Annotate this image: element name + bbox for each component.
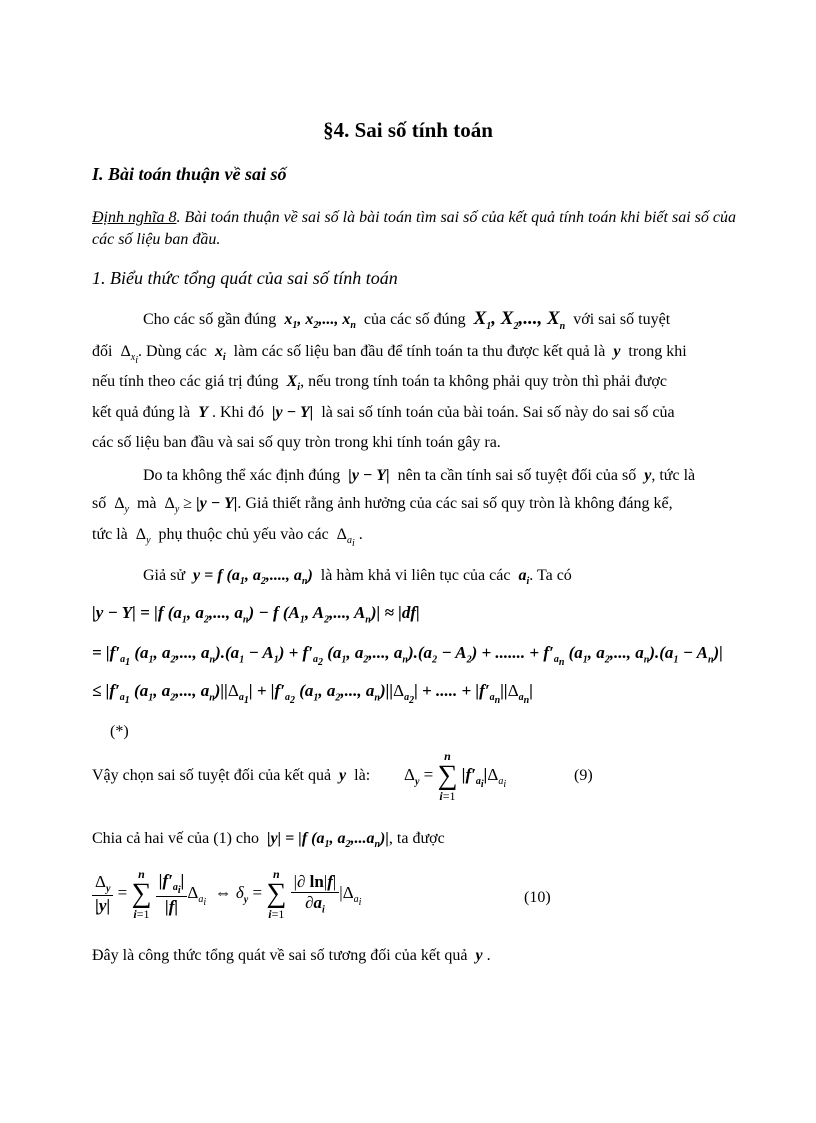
para2-line3: tức là $\Delta_y$ phụ thuộc chủ yếu vào các $\Delta_{a_i}$ . <box>92 526 363 550</box>
equation-line-3: ≤ $|f'_{a_1}$ ($a_1$, $a_2$,..., $a_n)||\Delta_{a_1}| + |f'_{a_2}$ ($a_1$, $a_2$,..., $a_n)||\Delta_{a_2}|$ + ..... + $|f'_{a_n}||\Delta_{a_n}|$ <box>92 681 533 707</box>
definition-paragraph <box>92 207 742 251</box>
para1-line4: kết quả đúng là Y . Khi đó |y − Y| là sai số tính toán của bài toán. Sai số này do sai số của <box>92 404 675 421</box>
equation-9-number: (9) <box>574 767 593 784</box>
definition-label: Định nghĩa 8 <box>92 209 177 226</box>
math-x-list: $x_1$, $x_2$,..., $x_n$ <box>284 311 356 332</box>
math-function-def: y = f ($a_1$, $a_2$,...., $a_n$) <box>193 567 313 588</box>
math-X-list: $X_1$, $X_2$,..., $X_n$ <box>473 308 566 332</box>
para1-line2: đối $\Delta_{x_i}$. Dùng các $x_i$ làm các số liệu ban đầu để tính toán ta thu được kết quả là y trong khi <box>92 343 687 367</box>
para1-line1: Cho các số gần đúng $x_1$, $x_2$,..., $x_n$ của các số đúng $X_1$, $X_2$,..., $X_n$ với sai số tuyệt <box>143 308 671 332</box>
page-title: §4. Sai số tính toán <box>323 118 493 142</box>
conclusion-line: Đây là công thức tổng quát về sai số tương đối của kết quả y . <box>92 947 491 964</box>
para1-line3: nếu tính theo các giá trị đúng $X_i$, nếu trong tính toán ta không phải quy tròn thì phải được <box>92 373 667 394</box>
math-delta-x: $\Delta_{x_i}$ <box>120 343 138 367</box>
equation-star-label: (*) <box>110 723 129 740</box>
equation-9: $\Delta_y = n$ ∑ i=1 $|f'_{a_i}|\Delta_{a_i}$ <box>404 749 507 803</box>
section-heading: I. Bài toán thuận về sai số <box>92 164 287 184</box>
para3-line: Giả sử y = f ($a_1$, $a_2$,...., $a_n$) là hàm khả vi liên tục của các $a_i$. Ta có <box>143 567 572 588</box>
para4-line: Vậy chọn sai số tuyệt đối của kết quả y là: <box>92 767 371 784</box>
equation-line-1: |y − Y| = |f ($a_1$, $a_2$,..., $a_n) - f$ ($A_1$, $A_2$,..., $A_n)| \approx |df|$ <box>92 603 420 626</box>
sum-symbol: n ∑ i=1 <box>437 749 458 803</box>
definition-text: . Bài toán thuận về sai số là bài toán tìm sai số của kết quả tính toán khi biết sai số của các số liệu ban đầu. <box>92 209 736 248</box>
equation-10-number: (10) <box>524 889 551 906</box>
para1-line5: các số liệu ban đầu và sai số quy tròn trong khi tính toán gây ra. <box>92 434 501 451</box>
para5-line: Chia cả hai vế của (1) cho |y| = |f ($a_1$, $a_2,...a_n)|$, ta được <box>92 830 445 851</box>
equation-line-2: = $|f'_{a_1}$ ($a_1$, $a_2$,..., $a_n).(a_1 - A_1) + f'_{a_2}$ ($a_1$, $a_2$,..., $a_n).(a_2 - A_2)$ + ....... + $f'_{a_n}$ ($a_1$, $a_2$,..., $a_n).(a_1 - A_n)|$ <box>92 643 723 669</box>
math-abs-y-Y: |y − Y| <box>271 404 314 421</box>
para2-line2: số $\Delta_y$ mà $\Delta_y \ge |y - Y|$. Giả thiết rằng ảnh hưởng của các sai số quy tròn là không đáng kể, <box>92 495 673 516</box>
equation-10: $\frac{\Delta_y}{|y|}$ = n ∑ i=1 $\frac{|f'_{a_i}|}{|f|}$ $\Delta_{a_i}$ ⇔ $\delta_y = n$ ∑ i=1 $\frac{|\partial \ln|f|}{\partial a_i}$ $|\Delta_{a_i}$ <box>92 868 361 920</box>
subsection-heading: 1. Biểu thức tổng quát của sai số tính toán <box>92 268 398 288</box>
para2-line1: Do ta không thể xác định đúng |y − Y| nên ta cần tính sai số tuyệt đối của số y, tức là <box>143 467 696 484</box>
